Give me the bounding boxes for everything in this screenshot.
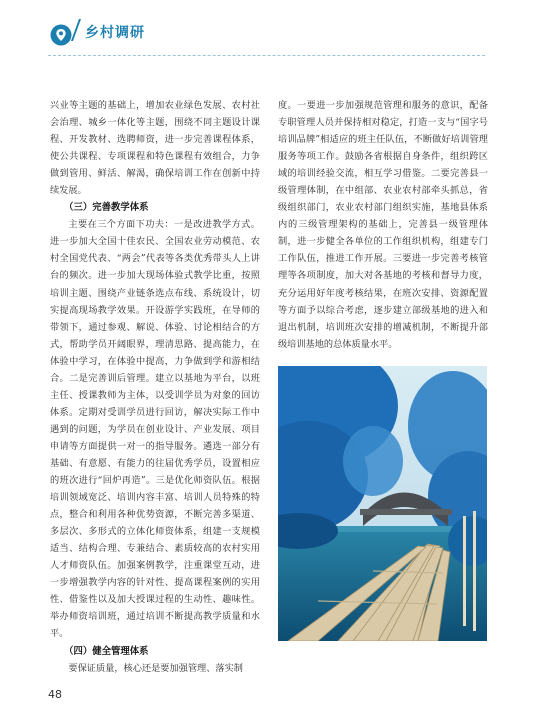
landscape-photo-icon <box>278 366 487 641</box>
left-column <box>50 97 260 677</box>
header-rule <box>48 55 485 56</box>
right-column <box>278 97 488 353</box>
location-pin-icon <box>50 24 72 46</box>
section-heading: （三）完善教学体系 <box>64 202 149 214</box>
paragraph: 要保证质量，核心还是要加强管理、落实制 <box>68 662 243 674</box>
page-number: 48 <box>48 688 62 701</box>
section-title: 乡村调研 <box>85 25 145 41</box>
paragraph: 主要在三个方面下功夫：一是改进教学方式。进一步加大全国十佳农民、全国农业劳动模范、农村全国党代表、“两会”代表等各类优秀带头人上讲台的频次。进一步加大现场体验式教学比重，按照培训主题、围绕产业链条选点布线、系统设计，切实提高现场教学效果。开设游学实践班，在导师的带领下，通过参观、解说、体验、讨论相结合的方式，帮助学员开阔眼界，理清思路、提高能力，在体验中学习，在体验中提高，力争做到学和游相结合。二是完善训后管理。建立以基地为平台，以班主任、授课教师为主体，以受训学员为对象的回访体系。定期对受训学员进行回访，解决实际工作中遇到的问题，为学员在创业设计、产业发展、项目申请等方面提供一对一的指导服务。遴选一部分有基础、有意愿、有能力的往届优秀学员，设置相应的班次进行“回炉再造”。三是优化师资队伍。根据培训领域宽泛、培训内容丰富、培训人员特殊的特点，整合和利用各种优势资源，不断完善多渠道、多层次、多形式的立体化师资体系，组建一支规模适当、结构合理、专兼结合、素质较高的农村实用人才师资队伍。加强案例教学，注重课堂互动，进一步增强教学内容的针对性、提高课程案例的实用性、借鉴性以及加大授课过程的生动性、趣味性。举办师资培训班，通过培训不断提高教学质量和水平。 <box>50 219 260 640</box>
header-divider <box>71 19 81 41</box>
paragraph: 兴业等主题的基础上，增加农业绿色发展、农村社会治理、城乡一体化等主题，围绕不同主题设计课程、开发教材、选聘师资，进一步完善课程体系，使公共课程、专项课程和特色课程有效组合，力争做到管用、鲜活、解渴，确保培训工作在创新中持续发展。 <box>50 100 260 197</box>
landscape-photo <box>278 366 487 641</box>
section-heading: （四）健全管理体系 <box>64 645 149 657</box>
page-header <box>0 0 533 62</box>
paragraph: 度。一要进一步加强规范管理和服务的意识，配备专职管理人员并保持相对稳定，打造一支与“国字号培训品牌”相适应的班主任队伍，不断做好培训管理服务等项工作。鼓励各省根据自身条件，组织跨区域的培训经验交流，相互学习借鉴。二要完善县一级管理体制，在中组部、农业农村部牵头抓总，省级组织部门，农业农村部门组织实施，基地县体系内的三级管理架构的基础上，完善县一级管理体制，进一步健全各单位的工作组织机构，组建专门工作队伍，推进工作开展。三要进一步完善考核管理等各项制度，加大对各基地的考核和督导力度，充分运用好年度考核结果，在班次安排、资源配置等方面予以综合考虑，逐步建立部级基地的进入和退出机制，培训班次安排的增减机制，不断提升部级培训基地的总体质量水平。 <box>278 100 488 350</box>
